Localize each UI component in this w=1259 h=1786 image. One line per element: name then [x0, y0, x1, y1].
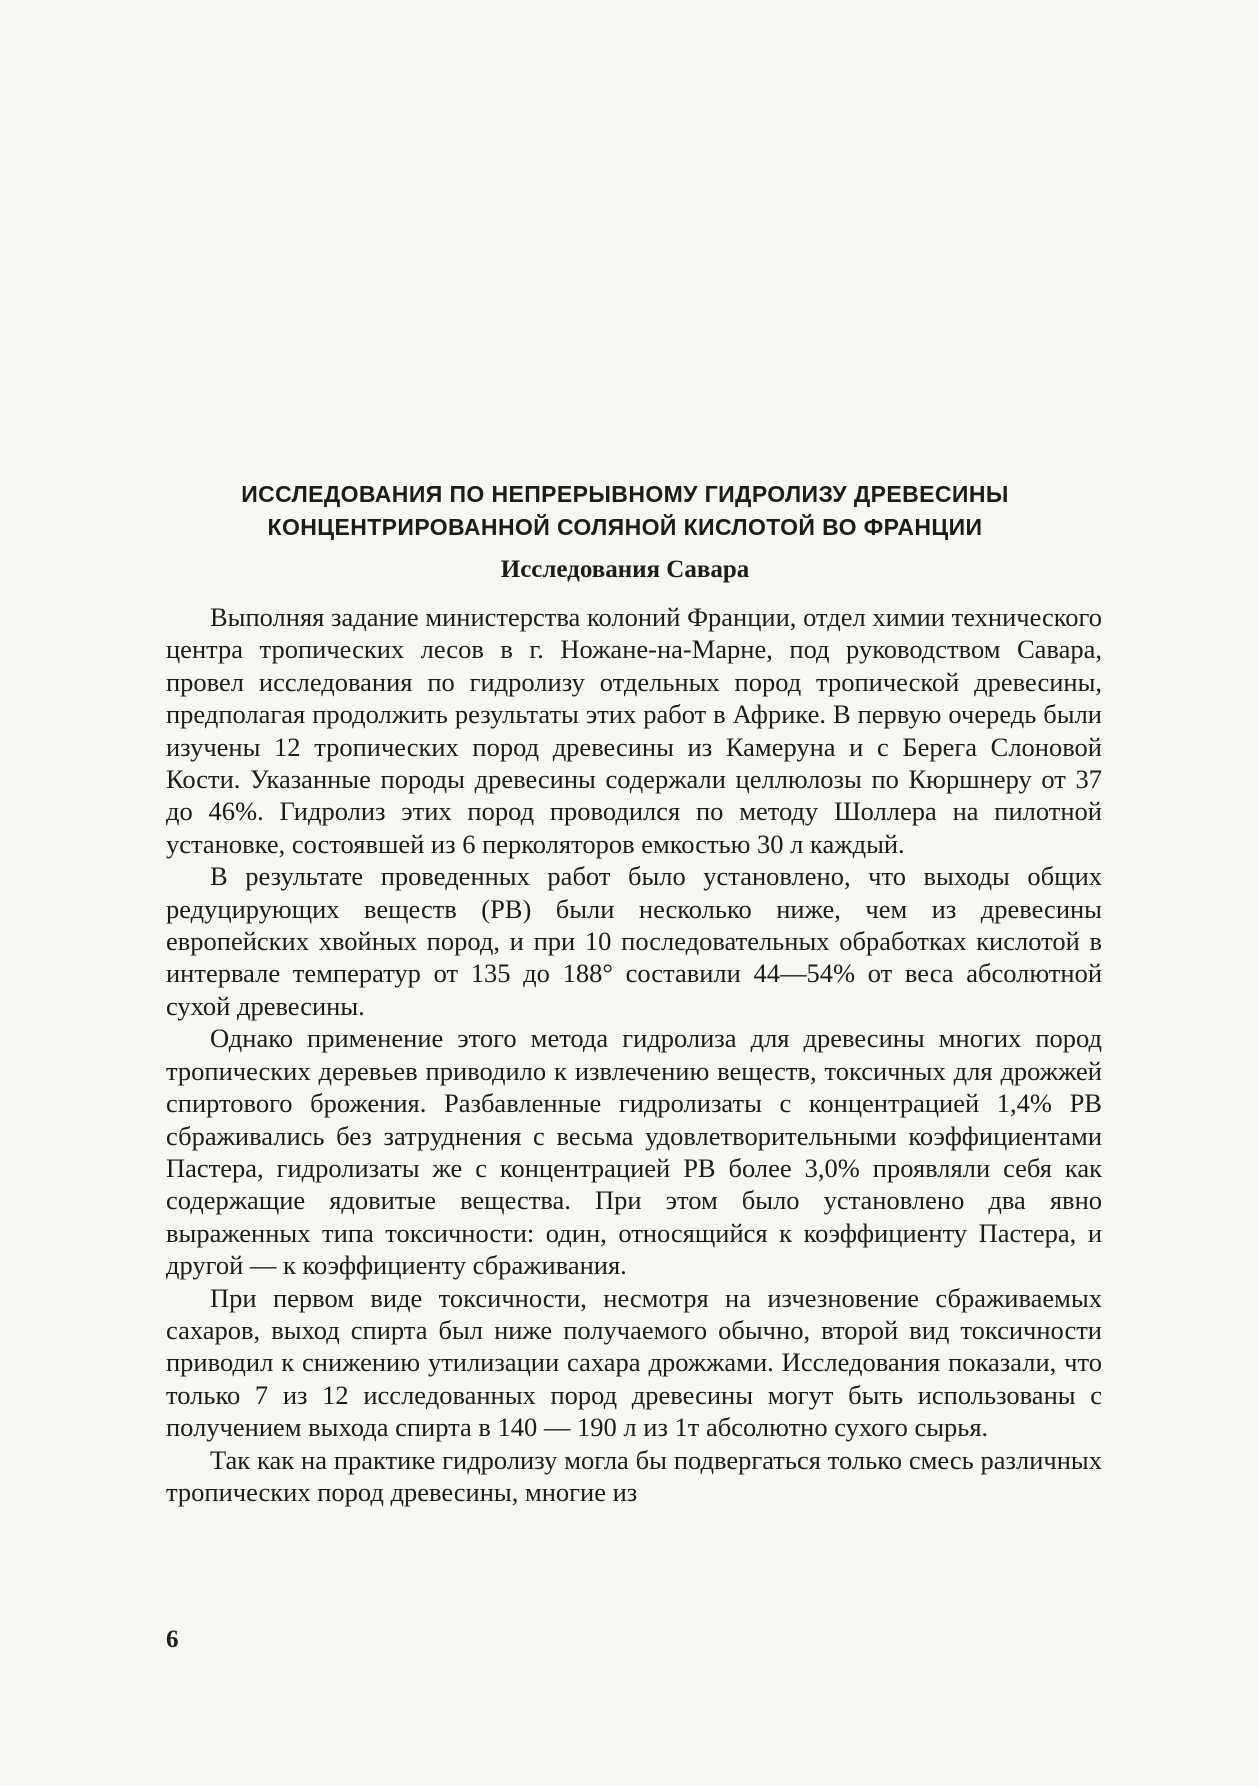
article-body — [166, 601, 1102, 1508]
paragraph-2: В результате проведенных работ было установлено, что выходы общих редуцирующих веществ (РВ) были несколько ниже, чем из древесины европейских хвойных пород, и при 10 последовательных обработках кислотой в интервале температур от 135 до 188° составили 44—54% от веса абсолютной сухой древесины. — [166, 861, 1102, 1021]
article-title — [150, 478, 1100, 544]
article-title-line-1: ИССЛЕДОВАНИЯ ПО НЕПРЕРЫВНОМУ ГИДРОЛИЗУ ДРЕВЕСИНЫ — [241, 481, 1009, 507]
paragraph-3: Однако применение этого метода гидролиза для древесины многих пород тропических деревьев приводило к извлечению веществ, токсичных для дрожжей спиртового брожения. Разбавленные гидролизаты с концентрацией 1,4% РВ сбраживались без затруднения с весьма удовлетворительными коэффициентами Пастера, гидролизаты же с концентрацией РВ более 3,0% проявляли себя как содержащие ядовитые вещества. При этом было установлено два явно выраженных типа токсичности: один, относящийся к коэффициенту Пастера, и другой — к коэффициенту сбраживания. — [166, 1023, 1102, 1281]
paragraph-5: Так как на практике гидролизу могла бы подвергаться только смесь различных тропических пород древесины, многие из — [166, 1444, 1102, 1507]
article-subtitle: Исследования Савара — [500, 556, 750, 583]
paragraph-4: При первом виде токсичности, несмотря на изчезновение сбраживаемых сахаров, выход спирта был ниже получаемого обычно, второй вид токсичности приводил к снижению утилизации сахара дрожжами. Исследования показали, что только 7 из 12 исследованных пород древесины могут быть использованы с получением выхода спирта в 140 — 190 л из 1т абсолютно сухого сырья. — [166, 1282, 1102, 1443]
paragraph-1: Выполняя задание министерства колоний Франции, отдел химии технического центра тропических лесов в г. Ножане-на-Марне, под руководством Савара, провел исследования по гидролизу отдельных пород тропической древесины, предполагая продолжить результаты этих работ в Африке. В первую очередь были изучены 12 тропических пород древесины из Камеруна и с Берега Слоновой Кости. Указанные породы древесины содержали целлюлозы по Кюршнеру от 37 до 46%. Гидролиз этих пород проводился по методу Шоллера на пилотной установке, состоявшей из 6 перколяторов емкостью 30 л каждый. — [166, 602, 1102, 859]
page-number: 6 — [166, 1626, 179, 1653]
article-title-line-2: КОНЦЕНТРИРОВАННОЙ СОЛЯНОЙ КИСЛОТОЙ ВО ФРАНЦИИ — [267, 514, 983, 540]
